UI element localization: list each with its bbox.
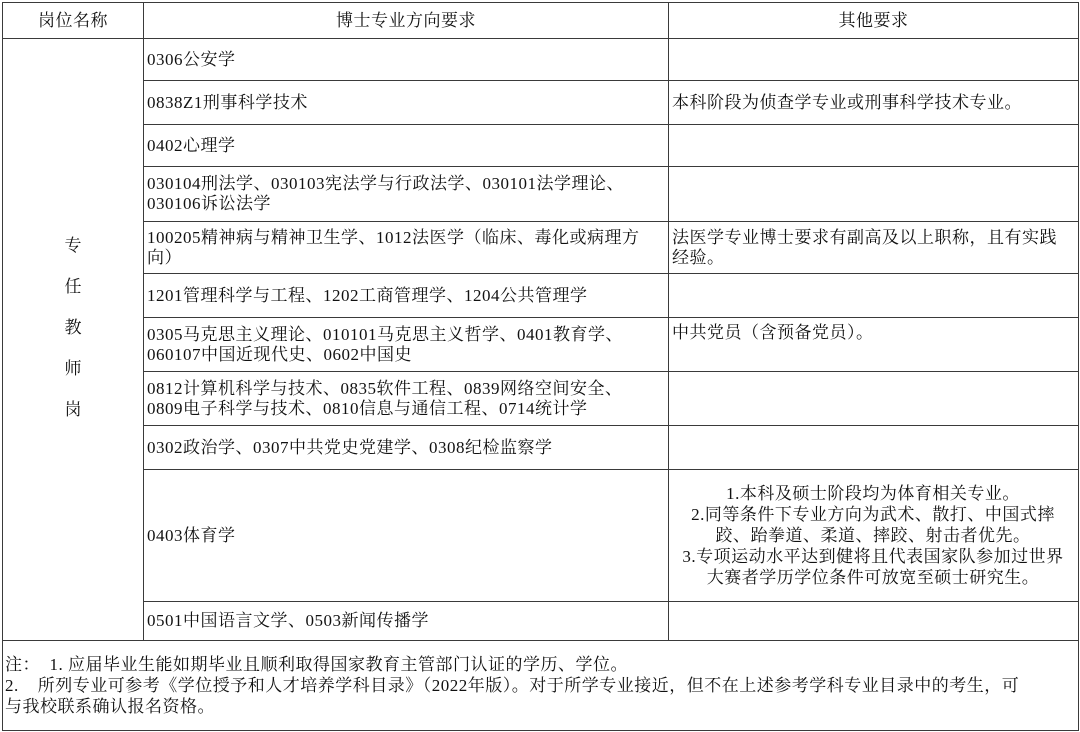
other-requirement-text: 中共党员（含预备党员）。 bbox=[672, 323, 874, 342]
other-requirement-text: 3.专项运动水平达到健将且代表国家队参加过世界 bbox=[682, 547, 1064, 566]
table-row bbox=[3, 470, 1079, 602]
other-requirement-text: 跤、跆拳道、柔道、摔跤、射击者优先。 bbox=[715, 526, 1031, 545]
other-requirement-text: 2.同等条件下专业方向为武术、散打、中国式摔 bbox=[691, 505, 1055, 524]
major-requirement-text: 100205精神病与精神卫生学、1012法医学（临床、毒化或病理方 bbox=[147, 227, 640, 247]
major-requirement-cell bbox=[144, 39, 669, 81]
header-other-requirements: 其他要求 bbox=[669, 3, 1079, 39]
header-doctoral-major: 博士专业方向要求 bbox=[144, 3, 669, 39]
major-requirement-cell bbox=[144, 125, 669, 167]
position-name-cell bbox=[3, 39, 144, 641]
note-line: 与我校联系确认报名资格。 bbox=[5, 697, 215, 716]
table-row bbox=[3, 602, 1079, 641]
table-row bbox=[3, 426, 1079, 470]
major-requirement-text: 0501中国语言文学、0503新闻传播学 bbox=[147, 611, 429, 630]
major-requirement-text: 030106诉讼法学 bbox=[147, 194, 271, 213]
other-requirement-cell bbox=[669, 274, 1079, 318]
other-requirement-cell bbox=[669, 125, 1079, 167]
other-requirement-text: 本科阶段为侦查学专业或刑事科学技术专业。 bbox=[672, 92, 1022, 112]
major-requirement-text: 060107中国近现代史、0602中国史 bbox=[147, 344, 412, 364]
table-row bbox=[3, 318, 1079, 372]
major-requirement-text: 0838Z1刑事科学技术 bbox=[147, 92, 308, 112]
table-row bbox=[3, 372, 1079, 426]
major-requirement-cell bbox=[144, 222, 669, 274]
other-requirement-cell bbox=[669, 372, 1079, 426]
major-requirement-text: 030104刑法学、030103宪法学与行政法学、030101法学理论、 bbox=[147, 174, 624, 193]
note-line: 注： 1. 应届毕业生能如期毕业且顺利取得国家教育主管部门认证的学历、学位。 bbox=[5, 655, 628, 674]
recruitment-requirements-table bbox=[2, 2, 1079, 731]
other-requirement-cell bbox=[669, 81, 1079, 125]
table-row bbox=[3, 39, 1079, 81]
major-requirement-cell bbox=[144, 318, 669, 372]
notes-row bbox=[3, 641, 1079, 731]
table-row bbox=[3, 125, 1079, 167]
major-requirement-cell bbox=[144, 426, 669, 470]
other-requirement-text: 1.本科及硕士阶段均为体育相关专业。 bbox=[726, 484, 1020, 503]
major-requirement-text: 0809电子科学与技术、0810信息与通信工程、0714统计学 bbox=[147, 398, 588, 418]
major-requirement-text: 1201管理科学与工程、1202工商管理学、1204公共管理学 bbox=[147, 285, 588, 305]
other-requirement-cell bbox=[669, 470, 1079, 602]
major-requirement-text: 0305马克思主义理论、010101马克思主义哲学、0401教育学、 bbox=[147, 324, 623, 344]
header-row bbox=[3, 3, 1079, 39]
note-line: 2. 所列专业可参考《学位授予和人才培养学科目录》（2022年版）。对于所学专业接近，但不在上述参考学科专业目录中的考生，可 bbox=[5, 676, 1020, 695]
major-requirement-cell bbox=[144, 274, 669, 318]
other-requirement-text: 法医学专业博士要求有副高及以上职称，且有实践 bbox=[672, 227, 1057, 247]
other-requirement-text: 大赛者学历学位条件可放宽至硕士研究生。 bbox=[706, 568, 1040, 587]
other-requirement-cell bbox=[669, 39, 1079, 81]
major-requirement-text: 0402心理学 bbox=[147, 135, 236, 155]
table-row bbox=[3, 81, 1079, 125]
header-position-name: 岗位名称 bbox=[3, 3, 144, 39]
other-requirement-cell bbox=[669, 602, 1079, 641]
table-row bbox=[3, 167, 1079, 222]
major-requirement-cell bbox=[144, 167, 669, 222]
other-requirement-cell bbox=[669, 222, 1079, 274]
notes-cell bbox=[3, 641, 1079, 731]
major-requirement-text: 0403体育学 bbox=[147, 525, 236, 545]
major-requirement-cell bbox=[144, 372, 669, 426]
other-requirement-cell bbox=[669, 426, 1079, 470]
major-requirement-cell bbox=[144, 602, 669, 641]
position-name: 专任教师岗 bbox=[64, 236, 82, 419]
major-requirement-text: 向） bbox=[147, 247, 182, 267]
major-requirement-text: 0306公安学 bbox=[147, 49, 236, 69]
table-row bbox=[3, 222, 1079, 274]
table-row bbox=[3, 274, 1079, 318]
major-requirement-text: 0302政治学、0307中共党史党建学、0308纪检监察学 bbox=[147, 437, 553, 457]
major-requirement-cell bbox=[144, 81, 669, 125]
other-requirement-text: 经验。 bbox=[672, 247, 725, 267]
other-requirement-cell bbox=[669, 318, 1079, 372]
major-requirement-text: 0812计算机科学与技术、0835软件工程、0839网络空间安全、 bbox=[147, 378, 623, 398]
major-requirement-cell bbox=[144, 470, 669, 602]
other-requirement-cell bbox=[669, 167, 1079, 222]
